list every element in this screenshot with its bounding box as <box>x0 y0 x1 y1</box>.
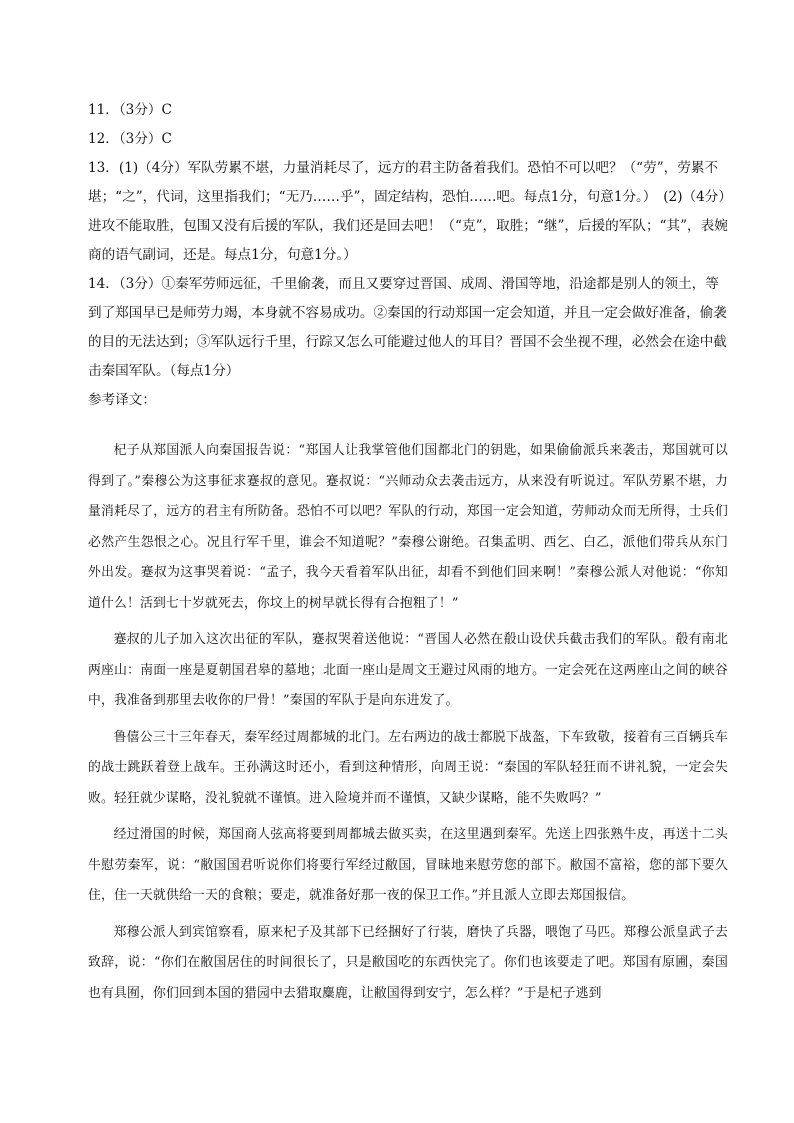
translation-paragraph-4: 经过滑国的时候，郑国商人弦高将要到周都城去做买卖，在这里遇到秦军。先送上四张熟牛皮，再送十二头牛慰劳秦军，说：“敝国国君听说你们将要行军经过敝国，冒昧地来慰劳您的部下。敝国不富裕，您的部下要久住，住一天就供给一天的食粮；要走，就准备好那一夜的保卫工作。”并且派人立即去郑国报信。 <box>88 827 728 903</box>
answer-section <box>88 96 728 415</box>
answer-11: 11．（3分）C <box>88 102 172 118</box>
reference-translation-title: 参考译文： <box>88 392 156 408</box>
translation-paragraph-1: 杞子从郑国派人向秦国报告说：“郑国人让我掌管他们国都北门的钥匙，如果偷偷派兵来袭击，郑国就可以得到了。”秦穆公为这事征求蹇叔的意见。蹇叔说：“兴师动众去袭击远方，从来没有听说过。军队劳累不堪，力量消耗尽了，远方的君主有所防备。恐怕不可以吧？军队的行动，郑国一定会知道，劳师动众而无所得，士兵们必然产生怨恨之心。况且行军千里，谁会不知道呢？”秦穆公谢绝。召集孟明、西乞、白乙，派他们带兵从东门外出发。蹇叔为这事哭着说：“孟子，我今天看着军队出征，却看不到他们回来啊！”秦穆公派人对他说：“你知道什么！活到七十岁就死去，你坟上的树早就长得有合抱粗了！” <box>88 443 728 611</box>
answer-12: 12．（3分）C <box>88 131 172 147</box>
translation-paragraph-5: 郑穆公派人到宾馆察看，原来杞子及其部下已经捆好了行装，磨快了兵器，喂饱了马匹。郑穆公派皇武子去致辞，说：“你们在敝国居住的时间很长了，只是敝国吃的东西快完了。你们也该要走了吧。郑国有原圃，秦国也有具囿，你们回到本国的猎园中去猎取麋鹿，让敝国得到安宁，怎么样？”于是杞子逃到 <box>88 924 728 1001</box>
answer-13: 13．(1)（4分）军队劳累不堪，力量消耗尽了，远方的君主防备着我们。恐怕不可以吧？（“劳”，劳累不堪；“之”，代词，这里指我们；“无乃……乎”，固定结构，恐怕……吧。每点1分，句意1分。） (2)（4分）进攻不能取胜，包围又没有后援的军队，我们还是回去吧！（“克”，取胜；“继”，后援的军队；“其”，表婉商的语气副词，还是。每点1分，句意1分。） <box>88 160 728 263</box>
translation-paragraph-3: 鲁僖公三十三年春天，秦军经过周都城的北门。左右两边的战士都脱下战盔，下车致敬，接着有三百辆兵车的战士跳跃着登上战车。王孙满这时还小，看到这种情形，向周王说：“秦国的军队轻狂而不讲礼貌，一定会失败。轻狂就少谋略，没礼貌就不谨慎。进入险境并而不谨慎，又缺少谋略，能不失败吗？” <box>88 729 728 806</box>
answer-14: 14．（3分）①秦军劳师远征，千里偷袭，而且又要穿过晋国、成周、滑国等地，沿途都是别人的领土，等到了郑国早已是师劳力竭，本身就不容易成功。②秦国的行动郑国一定会知道，并且一定会做好准备，偷袭的目的无法达到；③军队远行千里，行踪又怎么可能避过他人的耳目？晋国不会坐视不理，必然会在途中截击秦国军队。（每点1分） <box>88 276 727 379</box>
reference-translation <box>88 436 728 1015</box>
translation-paragraph-2: 蹇叔的儿子加入这次出征的军队，蹇叔哭着送他说：“晋国人必然在殽山设伏兵截击我们的军队。殽有南北两座山：南面一座是夏朝国君皋的墓地；北面一座山是周文王避过风雨的地方。一定会死在这两座山之间的峡谷中，我准备到那里去收你的尸骨！”秦国的军队于是向东进发了。 <box>88 632 728 708</box>
